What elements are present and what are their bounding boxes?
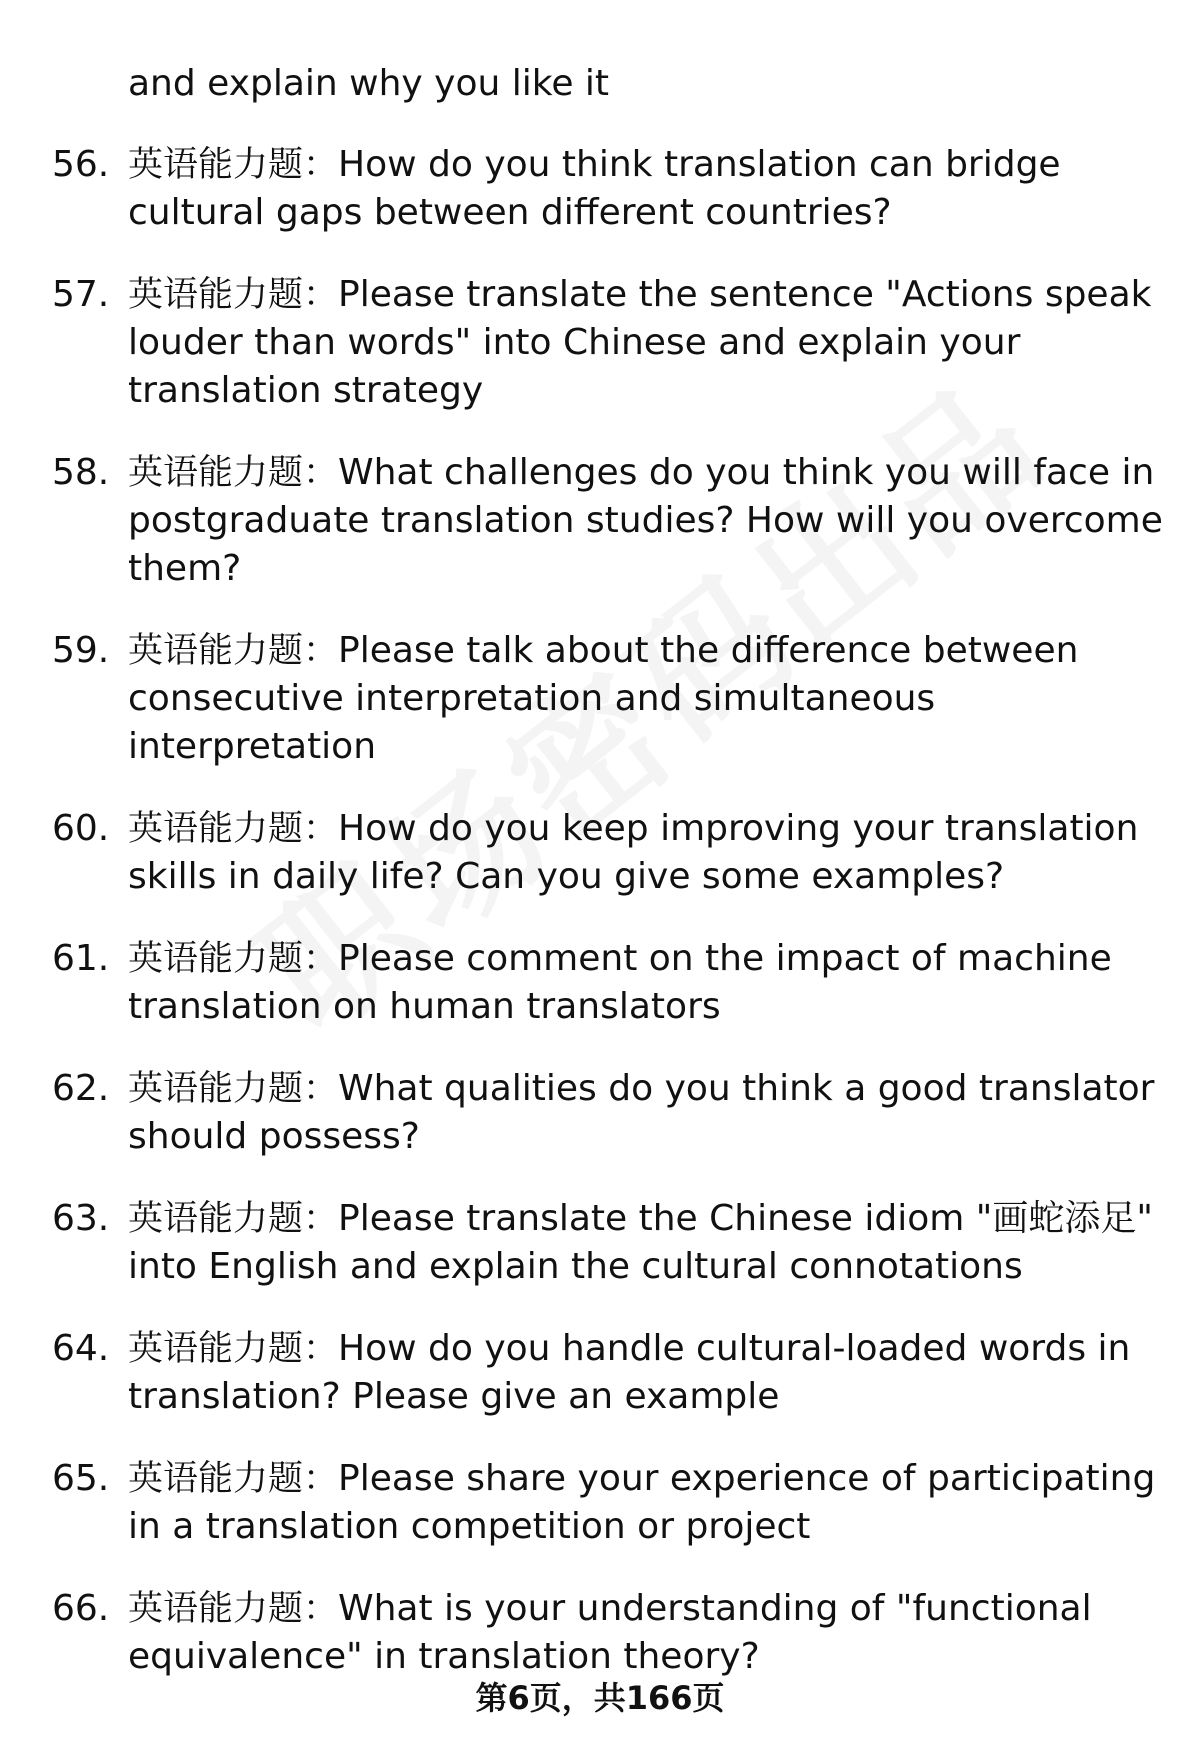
question-number: 64.: [52, 1328, 110, 1369]
question-tag: 英语能力题：: [128, 1199, 339, 1239]
question-text: [128, 1325, 1163, 1421]
question-text: [128, 449, 1163, 593]
question-tag: 英语能力题：: [128, 1069, 339, 1109]
question-number: 58.: [52, 452, 110, 493]
question-tag: 英语能力题：: [128, 1329, 339, 1369]
question-item: [0, 1325, 1200, 1421]
question-number: 62.: [52, 1068, 110, 1109]
question-body: Please translate the sentence "Actions speak louder than words" into Chinese and explain your translation strategy: [128, 274, 1152, 411]
question-tag: 英语能力题：: [128, 939, 339, 979]
question-tag: 英语能力题：: [128, 809, 339, 849]
question-number: 65.: [52, 1458, 110, 1499]
question-number: 66.: [52, 1588, 110, 1629]
question-text: [128, 1585, 1163, 1681]
question-item: [0, 805, 1200, 901]
question-number: 60.: [52, 808, 110, 849]
question-list: [0, 141, 1200, 1715]
question-body: What challenges do you think you will face in postgraduate translation studies? How will you overcome them?: [128, 452, 1163, 589]
continuation-text: and explain why you like it: [128, 63, 610, 104]
question-number: 63.: [52, 1198, 110, 1239]
question-number: 59.: [52, 630, 110, 671]
question-item: [0, 1195, 1200, 1291]
question-item: [0, 141, 1200, 237]
question-body: Please share your experience of participating in a translation competition or project: [128, 1458, 1156, 1547]
question-tag: 英语能力题：: [128, 275, 339, 315]
question-text: [128, 1195, 1163, 1291]
page-footer: 第6页，共166页: [475, 1679, 725, 1717]
question-number: 61.: [52, 938, 110, 979]
question-body: Please talk about the difference between consecutive interpretation and simultaneous interpretation: [128, 630, 1079, 767]
question-tag: 英语能力题：: [128, 453, 339, 493]
question-item: [0, 271, 1200, 415]
question-body: How do you handle cultural-loaded words in translation? Please give an example: [128, 1328, 1131, 1417]
question-number: 57.: [52, 274, 110, 315]
question-text: [128, 1455, 1163, 1551]
question-text: [128, 935, 1163, 1031]
question-body: How do you think translation can bridge cultural gaps between different countries?: [128, 144, 1061, 233]
question-tag: 英语能力题：: [128, 1459, 339, 1499]
question-item: [0, 935, 1200, 1031]
question-text: [128, 141, 1163, 237]
question-text: [128, 627, 1163, 771]
question-text: [128, 271, 1163, 415]
question-number: 56.: [52, 144, 110, 185]
question-body: How do you keep improving your translation skills in daily life? Can you give some examples?: [128, 808, 1139, 897]
question-tag: 英语能力题：: [128, 1589, 339, 1629]
question-item: [0, 1455, 1200, 1551]
question-body: Please comment on the impact of machine translation on human translators: [128, 938, 1112, 1027]
question-tag: 英语能力题：: [128, 631, 339, 671]
question-item: [0, 1585, 1200, 1681]
question-body: Please translate the Chinese idiom "画蛇添足" into English and explain the cultural connotations: [128, 1198, 1153, 1287]
question-item: [0, 1065, 1200, 1161]
question-text: [128, 805, 1163, 901]
question-body: What qualities do you think a good translator should possess?: [128, 1068, 1155, 1157]
question-item: [0, 449, 1200, 593]
question-body: What is your understanding of "functional equivalence" in translation theory?: [128, 1588, 1092, 1677]
question-item: [0, 627, 1200, 771]
question-text: [128, 1065, 1163, 1161]
question-tag: 英语能力题：: [128, 145, 339, 185]
